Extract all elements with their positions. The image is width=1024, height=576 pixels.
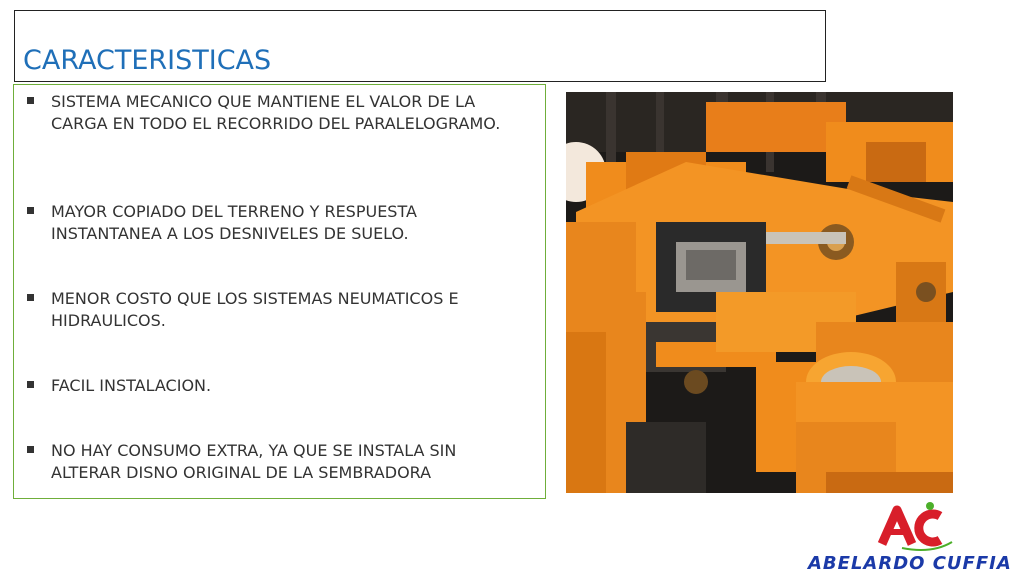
- bullet-square-icon: [27, 207, 34, 214]
- bullet-text: MAYOR COPIADO DEL TERRENO Y RESPUESTA INSTANTANEA A LOS DESNIVELES DE SUELO.: [51, 202, 417, 243]
- bullet-item: [14, 91, 534, 135]
- seeder-mechanism-illustration: [566, 92, 953, 493]
- bullet-text: SISTEMA MECANICO QUE MANTIENE EL VALOR DE LA CARGA EN TODO EL RECORRIDO DEL PARALELOGRAMO.: [51, 92, 501, 133]
- bullet-text: MENOR COSTO QUE LOS SISTEMAS NEUMATICOS E HIDRAULICOS.: [51, 289, 459, 330]
- bullet-item: [14, 375, 534, 397]
- company-logo: [802, 498, 1022, 576]
- bullet-text: FACIL INSTALACION.: [51, 376, 212, 395]
- ac-logo-icon: [802, 498, 1022, 554]
- bullet-list-box: [13, 84, 546, 499]
- bullet-square-icon: [27, 97, 34, 104]
- slide-title: CARACTERISTICAS: [23, 45, 272, 76]
- bullet-text: NO HAY CONSUMO EXTRA, YA QUE SE INSTALA SIN ALTERAR DISNO ORIGINAL DE LA SEMBRADORA: [51, 441, 457, 482]
- seeder-mechanism-photo: [566, 92, 953, 493]
- bullet-item: [14, 440, 534, 484]
- company-name: ABELARDO CUFFIA: [808, 553, 1012, 574]
- bullet-item: [14, 288, 534, 332]
- bullet-square-icon: [27, 294, 34, 301]
- bullet-square-icon: [27, 381, 34, 388]
- bullet-item: [14, 201, 534, 245]
- title-box: [14, 10, 826, 82]
- bullet-square-icon: [27, 446, 34, 453]
